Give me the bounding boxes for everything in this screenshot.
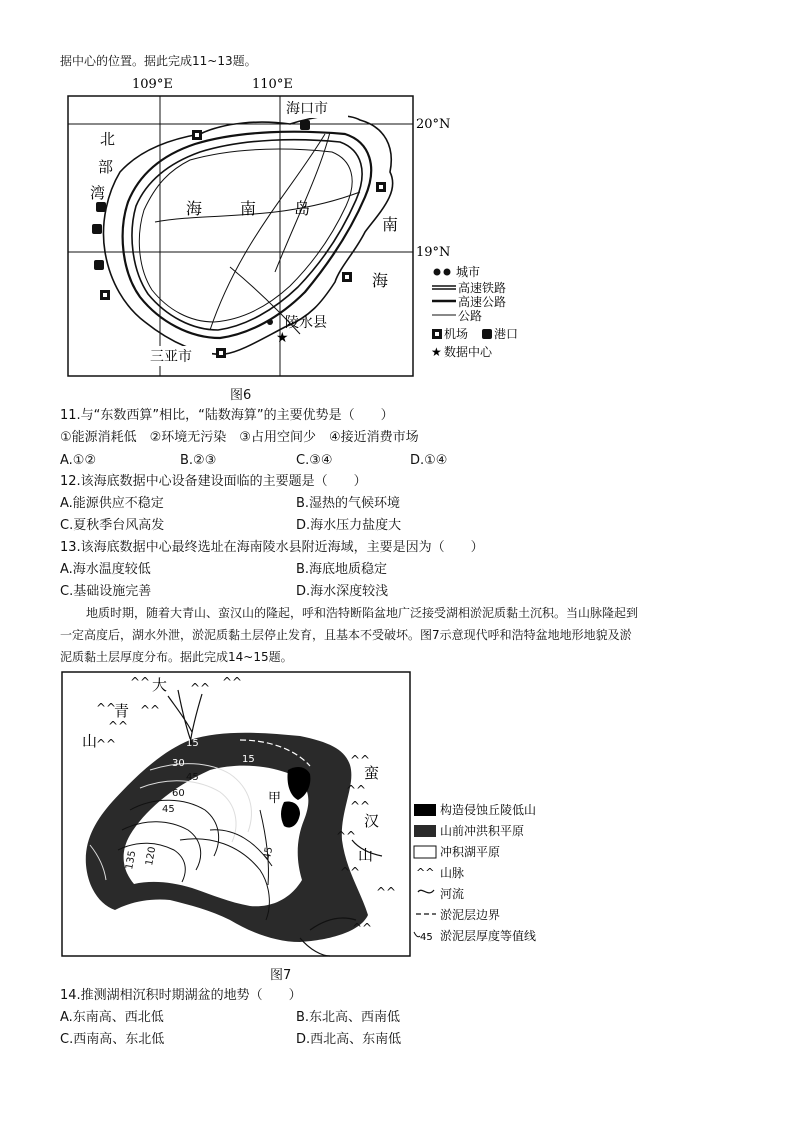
figure-6-caption: 图6 [230, 388, 252, 403]
lat-19-label: 19°N [416, 245, 451, 260]
legend-road: 公路 [458, 309, 483, 323]
port-icon [300, 120, 310, 130]
q12-option-c[interactable]: C.夏秋季台风高发 [60, 518, 165, 533]
contour-label: 120 [144, 845, 159, 867]
hainan-coastline [103, 116, 392, 355]
legend-lacustrine: 冲积湖平原 [440, 845, 501, 859]
man-label: 蛮 [364, 764, 380, 782]
legend-airport: 机场 [444, 327, 469, 341]
q12-stem: 12.该海底数据中心设备建设面临的主要题是（ ） [60, 474, 367, 489]
mountain-icon: ^^ [350, 799, 371, 813]
legend-hsr: 高速铁路 [458, 281, 507, 295]
mountain-icon: ^^ [376, 885, 397, 899]
mountain-icon: ^^ [96, 737, 117, 751]
contour-label: 15 [242, 754, 255, 765]
island-label-2: 南 [240, 199, 257, 218]
mountain-icon: ^^ [350, 753, 371, 767]
jia-label: 甲 [268, 791, 282, 806]
shan-label-2: 山 [358, 846, 374, 864]
passage-14-15 [60, 602, 750, 668]
beibu-label-3: 湾 [90, 184, 106, 202]
fig7-legend [414, 802, 536, 943]
legend-city: 城市 [456, 265, 481, 279]
legend-hills: 构造侵蚀丘陵低山 [440, 803, 537, 817]
mountain-icon: ^^ [352, 921, 373, 935]
shan-label-1: 山 [82, 732, 98, 750]
mountain-icon: ^^ [140, 703, 161, 717]
lon-110-label: 110°E [252, 77, 293, 92]
mountain-icon: ^^ [130, 675, 151, 689]
mountain-icon: ^^ [222, 675, 243, 689]
legend-expressway: 高速公路 [458, 295, 507, 309]
mountain-icon: ^^ [336, 829, 357, 843]
sanya-label: 三亚市 [150, 349, 192, 365]
legend-port: 港口 [494, 327, 519, 341]
ring-railway [132, 140, 362, 330]
contour-label: 135 [124, 849, 139, 871]
data-center-star-icon: ★ [276, 330, 289, 346]
isoline-legend-value: 45 [420, 932, 433, 943]
lat-20-label: 20°N [416, 117, 451, 132]
mountain-legend-icon: ^^ [416, 866, 435, 879]
legend-river: 河流 [440, 887, 465, 901]
contour-label: 45 [162, 804, 175, 815]
legend-alluvial: 山前冲洪积平原 [440, 824, 525, 838]
q11-option-d[interactable]: D.①④ [410, 453, 448, 468]
river-legend-icon [418, 890, 434, 893]
mountain-icon: ^^ [340, 865, 361, 879]
contour-label: 45 [186, 772, 199, 783]
lingshui-label: 陵水县 [285, 315, 327, 331]
legend-mountain: 山脉 [440, 866, 465, 880]
nanhai-label-1: 南 [382, 215, 399, 234]
mountain-icon: ^^ [346, 783, 367, 797]
airport-icon [192, 130, 202, 140]
q12-option-a[interactable]: A.能源供应不稳定 [60, 496, 164, 511]
q14-option-a[interactable]: A.东南高、西北低 [60, 1010, 164, 1025]
figure-7-caption: 图7 [270, 968, 292, 983]
han-label: 汉 [364, 812, 380, 830]
q13-option-a[interactable]: A.海水温度较低 [60, 562, 151, 577]
q11-option-b[interactable]: B.②③ [180, 453, 217, 468]
q13-option-d[interactable]: D.海水深度较浅 [296, 584, 389, 599]
mountain-icon: ^^ [190, 681, 211, 695]
airport-icon [376, 182, 386, 192]
port-icon [94, 260, 104, 270]
legend-boundary: 淤泥层边界 [440, 908, 501, 922]
lacustrine-legend-swatch [414, 846, 436, 858]
legend-datacenter: 数据中心 [444, 345, 493, 359]
contour-label: 45 [262, 846, 276, 861]
airport-icon [216, 348, 226, 358]
beibu-label-1: 北 [100, 130, 116, 148]
datacenter-legend-icon: ★ [431, 345, 442, 359]
mountain-icon: ^^ [108, 719, 129, 733]
airport-icon [100, 290, 110, 300]
q13-option-b[interactable]: B.海底地质稳定 [296, 562, 388, 577]
da-label: 大 [152, 676, 168, 694]
beibu-label-2: 部 [98, 158, 114, 176]
passage-line-3: 泥质黏土层厚度分布。据此完成14~15题。 [60, 650, 293, 664]
passage-line-2: 一定高度后，湖水外泄，淤泥质黏土层停止发育，且基本不受破坏。图7示意现代呼和浩特盆地地形地貌及淤 [60, 628, 632, 642]
q11-items: ①能源消耗低 ②环境无污染 ③占用空间少 ④接近消费市场 [60, 430, 419, 445]
island-label-1: 海 [186, 199, 203, 218]
q11-stem: 11.与“东数西算”相比，“陆数海算”的主要优势是（ ） [60, 408, 394, 423]
port-icon [92, 224, 102, 234]
figure-7-map [60, 670, 560, 960]
q13-stem: 13.该海底数据中心最终选址在海南陵水县附近海域，主要是因为（ ） [60, 540, 484, 555]
city-icon [267, 319, 273, 325]
port-legend-icon [482, 329, 492, 339]
ring-road [139, 149, 352, 322]
q11-option-c[interactable]: C.③④ [296, 453, 333, 468]
alluvial-legend-swatch [414, 825, 436, 837]
figure-6-map [60, 72, 540, 382]
legend-isoline: 淤泥层厚度等值线 [440, 929, 537, 943]
q12-option-d[interactable]: D.海水压力盐度大 [296, 518, 402, 533]
intro-text: 据中心的位置。据此完成11~13题。 [60, 54, 257, 68]
q11-option-a[interactable]: A.①② [60, 453, 97, 468]
q14-option-b[interactable]: B.东北高、西南低 [296, 1010, 401, 1025]
passage-line-1: 地质时期，随着大青山、蛮汉山的隆起，呼和浩特断陷盆地广泛接受湖相淤泥质黏土沉积。当山脉隆起到 [86, 606, 639, 620]
mountain-icon: ^^ [96, 701, 117, 715]
contour-label: 60 [172, 788, 185, 799]
fig6-legend [431, 265, 518, 359]
island-label-3: 岛 [294, 199, 311, 218]
hills-legend-swatch [414, 804, 436, 816]
q14-option-c[interactable]: C.西南高、东北低 [60, 1032, 165, 1047]
port-icon [96, 202, 106, 212]
q12-option-b[interactable]: B.湿热的气候环境 [296, 496, 401, 511]
q13-option-c[interactable]: C.基础设施完善 [60, 584, 152, 599]
haikou-label: 海口市 [286, 101, 328, 117]
contour-label: 15 [186, 738, 199, 749]
qing-label: 青 [114, 702, 130, 720]
contour-label: 30 [172, 758, 185, 769]
airport-icon [342, 272, 352, 282]
nanhai-label-2: 海 [372, 271, 389, 290]
city-legend-icon [444, 269, 451, 276]
q14-option-d[interactable]: D.西北高、东南低 [296, 1032, 402, 1047]
city-legend-icon [434, 269, 441, 276]
q14-stem: 14.推测湖相沉积时期湖盆的地势（ ） [60, 988, 302, 1003]
lon-109-label: 109°E [132, 77, 173, 92]
